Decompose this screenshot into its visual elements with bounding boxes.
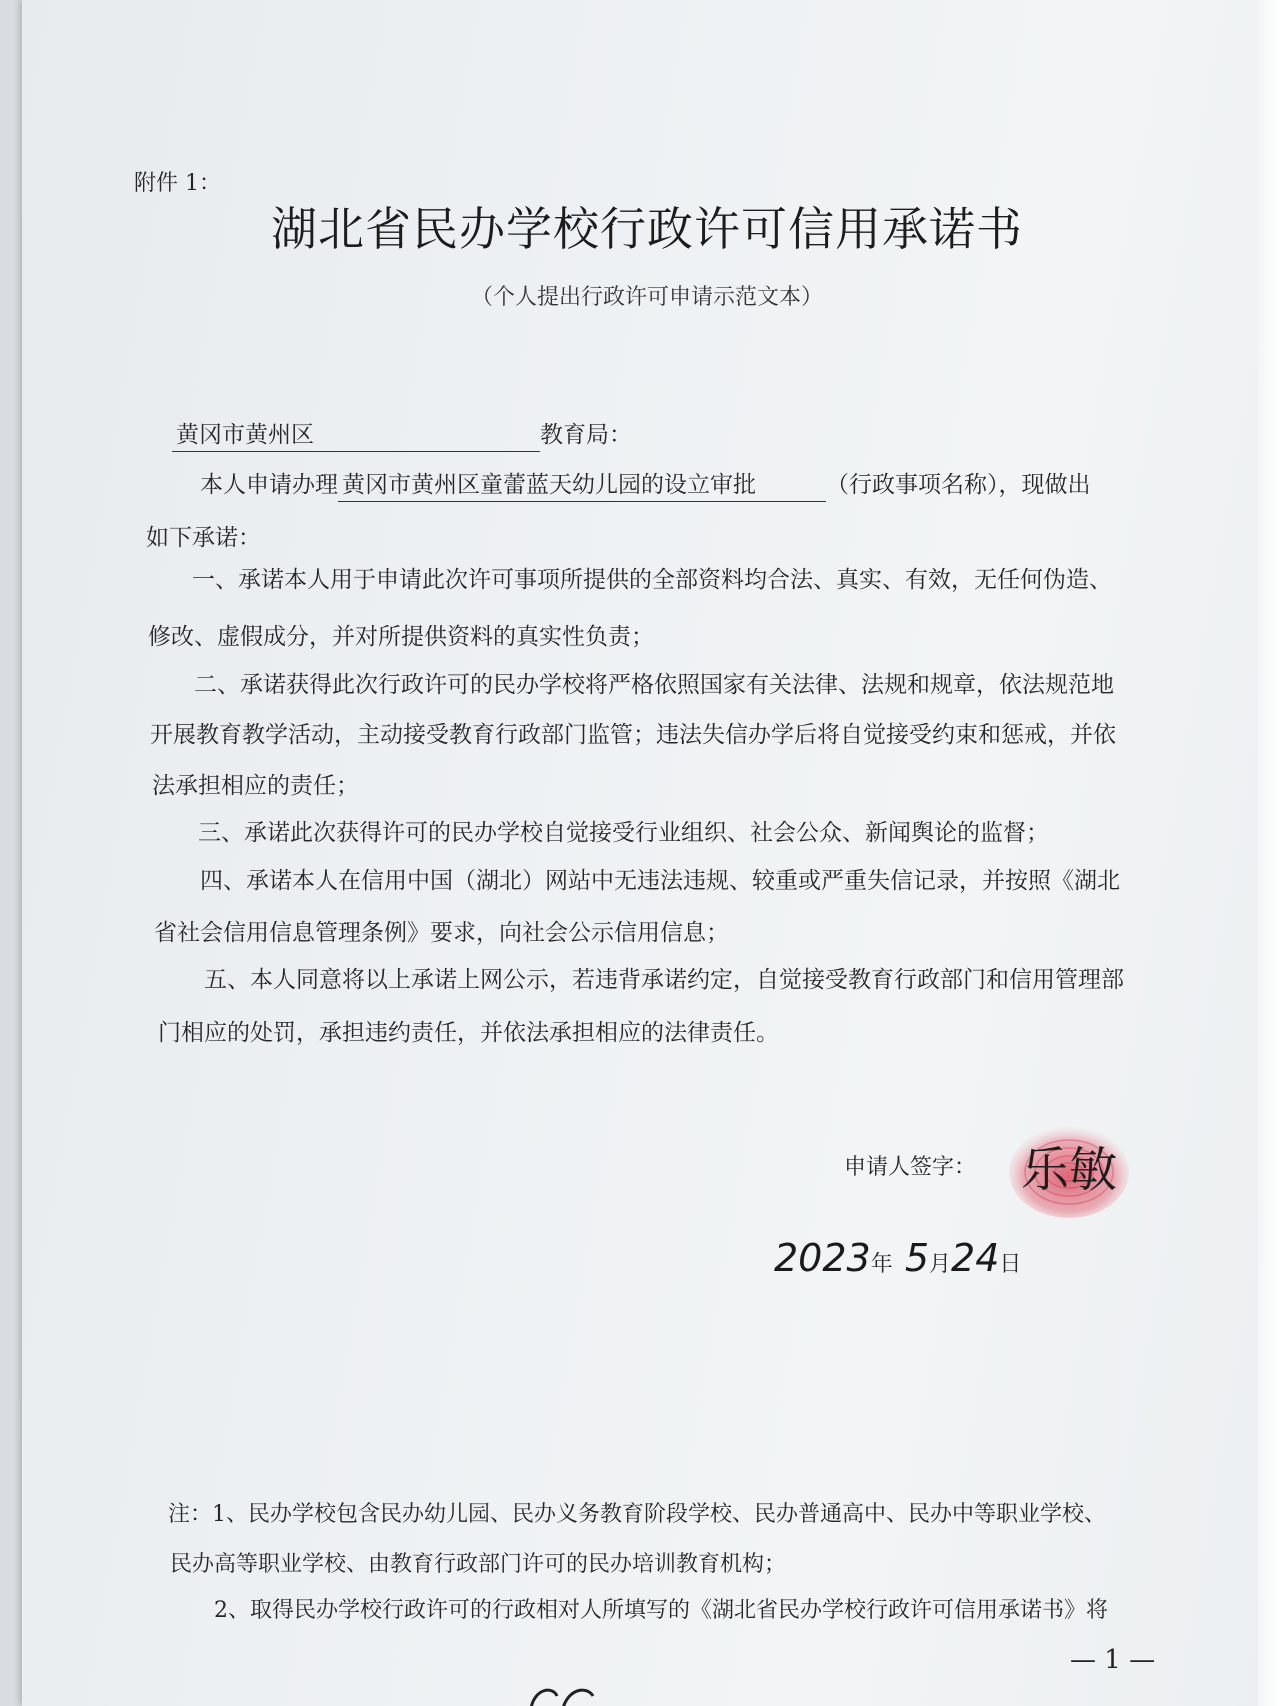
document-page: [22, 0, 1280, 1706]
promise-3-line-1: 三、承诺此次获得许可的民办学校自觉接受行业组织、社会公众、新闻舆论的监督；: [198, 820, 1049, 846]
promise-4-line-2: 省社会信用信息管理条例》要求，向社会公示信用信息；: [154, 920, 729, 946]
promise-2-line-1: 二、承诺获得此次行政许可的民办学校将严格依照国家有关法律、法规和规章，依法规范地: [194, 672, 1114, 698]
application-continuation: 如下承诺：: [146, 525, 261, 551]
document-subtitle: （个人提出行政许可申请示范文本）: [470, 285, 823, 310]
addressee-line: [172, 420, 632, 452]
application-prefix: 本人申请办理: [200, 472, 338, 498]
promise-2-line-3: 法承担相应的责任；: [152, 773, 359, 799]
note-line-3: 2、取得民办学校行政许可的行政相对人所填写的《湖北省民办学校行政许可信用承诺书》将: [214, 1598, 1109, 1623]
note-line-1: 注：1、民办学校包含民办幼儿园、民办义务教育阶段学校、民办普通高中、民办中等职业学校、: [168, 1502, 1107, 1527]
promise-5-line-2: 门相应的处罚，承担违约责任，并依法承担相应的法律责任。: [158, 1020, 779, 1046]
document-title: 湖北省民办学校行政许可信用承诺书: [271, 202, 1023, 256]
date-day-char: 日: [999, 1252, 1022, 1277]
signature-label: 申请人签字：: [844, 1155, 977, 1180]
addressee-field: 黄冈市黄州区: [172, 420, 540, 452]
date-year: 2023: [774, 1236, 871, 1280]
application-line: [200, 470, 1091, 502]
application-field-blank: [760, 477, 826, 502]
date-day: 24: [951, 1236, 1000, 1280]
date-year-char: 年: [870, 1252, 893, 1277]
note-line-2: 民办高等职业学校、由教育行政部门许可的民办培训教育机构；: [170, 1552, 787, 1577]
promise-5-line-1: 五、本人同意将以上承诺上网公示，若违背承诺约定，自觉接受教育行政部门和信用管理部: [204, 967, 1124, 993]
fingerprint-signature: [1007, 1120, 1137, 1220]
promise-1-line-1: 一、承诺本人用于申请此次许可事项所提供的全部资料均合法、真实、有效，无任何伪造、: [192, 567, 1112, 593]
promise-4-line-1: 四、承诺本人在信用中国（湖北）网站中无违法违规、较重或严重失信记录，并按照《湖北: [200, 868, 1120, 894]
page-number: — 1 —: [1070, 1645, 1156, 1675]
attachment-label: 附件 1：: [134, 171, 221, 196]
bottom-edge-mark: [527, 1682, 607, 1706]
application-suffix: （行政事项名称），现做出: [826, 472, 1091, 498]
promise-2-line-2: 开展教育教学活动，主动接受教育行政部门监管；违法失信办学后将自觉接受约束和惩戒，并依: [150, 722, 1116, 748]
addressee-suffix: 教育局：: [540, 422, 632, 448]
promise-1-line-2: 修改、虚假成分，并对所提供资料的真实性负责；: [148, 624, 654, 650]
date-month: 5: [904, 1236, 930, 1280]
signature-name: 乐敏: [1021, 1142, 1118, 1198]
application-field: 黄冈市黄州区童蕾蓝天幼儿园的设立审批: [338, 470, 760, 502]
date-month-char: 月: [929, 1252, 952, 1277]
signature-date: [774, 1236, 1021, 1280]
